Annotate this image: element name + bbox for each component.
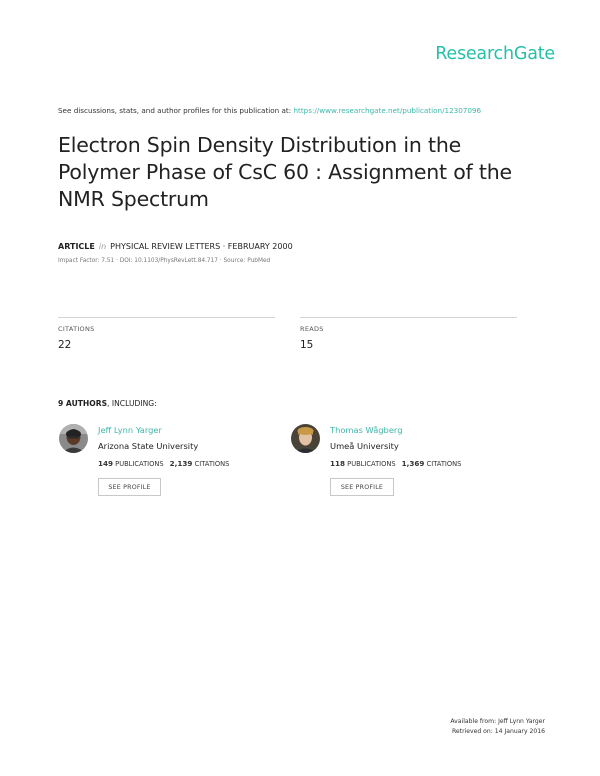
avatar[interactable]	[59, 424, 88, 453]
see-profile-button[interactable]: SEE PROFILE	[330, 478, 394, 496]
article-type: ARTICLE	[58, 242, 95, 251]
author-photo-icon	[291, 424, 320, 453]
author-name-link[interactable]: Jeff Lynn Yarger	[98, 425, 162, 435]
publications-count: 118	[330, 459, 346, 468]
reads-label: READS	[300, 325, 324, 333]
publications-label: PUBLICATIONS	[347, 460, 396, 468]
see-profile-button[interactable]: SEE PROFILE	[98, 478, 161, 496]
authors-suffix: , INCLUDING:	[107, 399, 157, 408]
avatar[interactable]	[291, 424, 320, 453]
retrieved-on: Retrieved on: 14 January 2016	[451, 728, 545, 735]
reads-value: 15	[300, 339, 314, 351]
author-institution: Umeå University	[330, 441, 399, 451]
author-photo-icon	[59, 424, 88, 453]
available-from: Available from: Jeff Lynn Yarger	[450, 718, 545, 725]
publication-link[interactable]: https://www.researchgate.net/publication/12307096	[293, 106, 482, 115]
journal-info: PHYSICAL REVIEW LETTERS · FEBRUARY 2000	[110, 242, 293, 251]
citations-label: CITATIONS	[194, 460, 230, 468]
discussion-line	[58, 106, 481, 115]
citations-divider	[58, 317, 275, 318]
discussion-text: See discussions, stats, and author profiles for this publication at:	[58, 106, 294, 115]
impact-line: Impact Factor: 7.51 · DOI: 10.1103/PhysRevLett.84.717 · Source: PubMed	[58, 258, 271, 264]
authors-heading	[58, 399, 157, 408]
author-name-link[interactable]: Thomas Wågberg	[330, 425, 403, 435]
citations-count: 1,369	[401, 459, 425, 468]
author-metrics	[330, 459, 461, 468]
authors-count: 9 AUTHORS	[58, 399, 108, 408]
reads-divider	[300, 317, 517, 318]
author-metrics	[98, 459, 229, 468]
author-institution: Arizona State University	[98, 441, 199, 451]
publications-count: 149	[98, 459, 114, 468]
citations-count: 2,139	[169, 459, 193, 468]
citations-value: 22	[58, 339, 72, 351]
article-in: in	[98, 242, 107, 251]
article-meta	[58, 242, 293, 251]
page-title: Electron Spin Density Distribution in the Polymer Phase of CsC 60 : Assignment of the NMR Spectrum	[58, 133, 512, 211]
researchgate-logo[interactable]: ResearchGate	[435, 44, 555, 64]
publications-label: PUBLICATIONS	[115, 460, 164, 468]
citations-label: CITATIONS	[58, 325, 95, 333]
citations-label: CITATIONS	[426, 460, 462, 468]
